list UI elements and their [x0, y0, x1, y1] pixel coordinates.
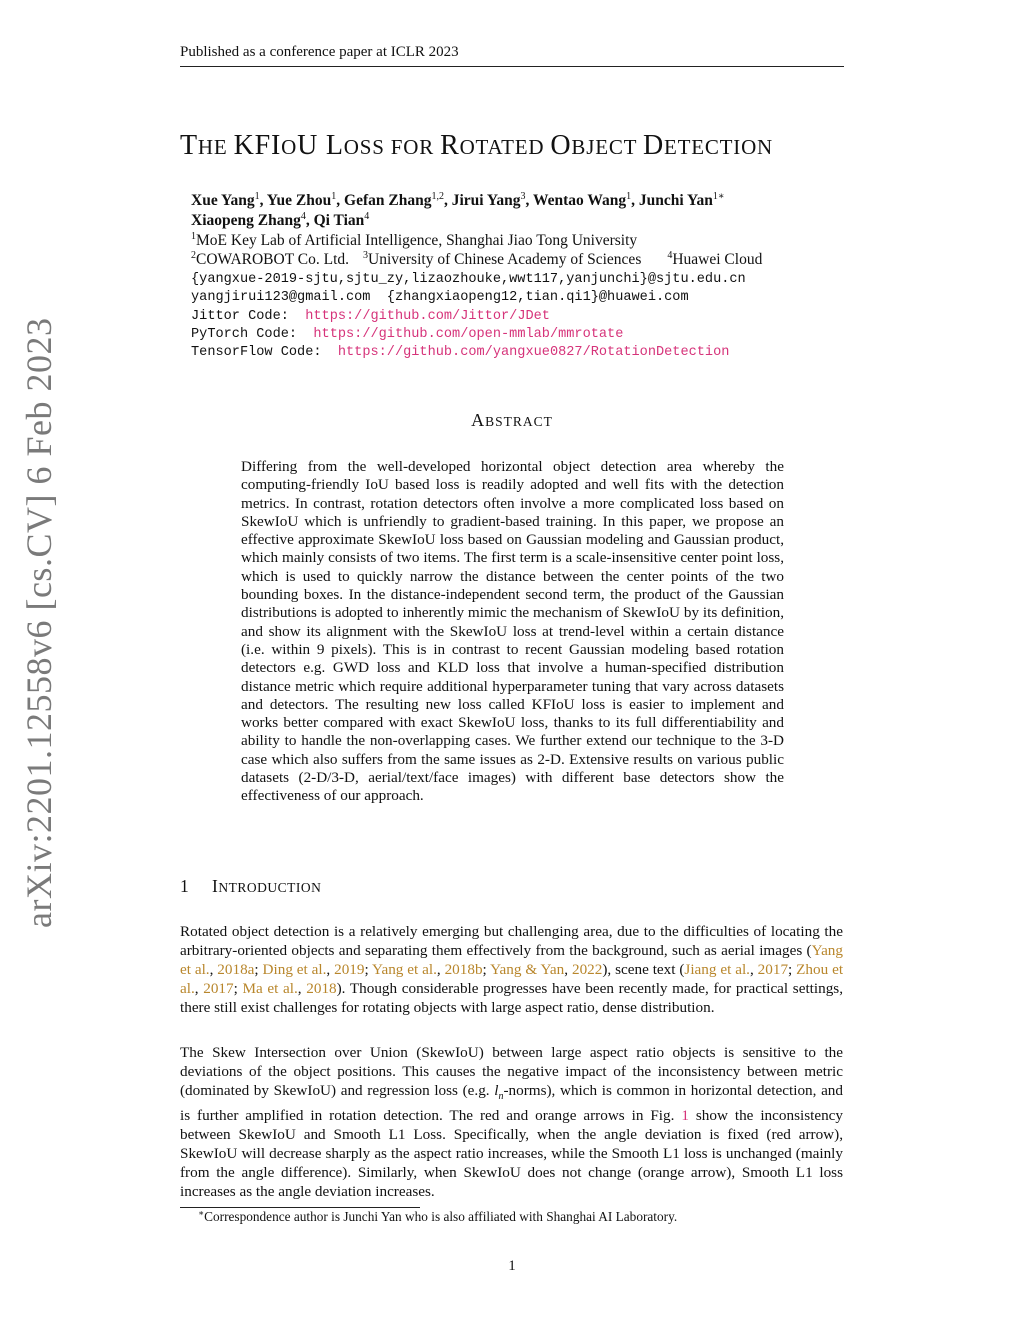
title-part: KFI — [233, 130, 282, 161]
author-sep: , — [443, 192, 452, 209]
footnote-rule — [180, 1207, 420, 1208]
math-symbol: l — [494, 1082, 499, 1099]
text-run: ), scene text ( — [602, 961, 685, 978]
section-title-rest: NTRODUCTION — [218, 880, 322, 895]
text-run: , — [297, 980, 307, 997]
text-run: ; — [233, 980, 243, 997]
code-link-label: Jittor Code: — [191, 309, 306, 324]
title-part: O — [550, 130, 572, 161]
citation-year-link[interactable]: 2018 — [306, 980, 337, 997]
affiliation-name: COWAROBOT Co. Ltd. — [196, 251, 350, 268]
author-name: Yue Zhou — [266, 192, 332, 209]
code-link-label: TensorFlow Code: — [191, 345, 338, 360]
text-run: , — [326, 961, 335, 978]
citation-link[interactable]: Yang et al. — [372, 961, 437, 978]
author-sep: , — [336, 192, 345, 209]
page-number: 1 — [508, 1258, 516, 1274]
text-run: ; — [788, 961, 797, 978]
title-part: OTATED — [459, 135, 551, 159]
math-subscript: n — [498, 1091, 504, 1103]
code-link-row — [191, 309, 550, 324]
text-run: The Skew Intersection over Union (SkewIoU) between large aspect ratio objects is sensitive to the deviations of the object positions. This causes the negative impact of the inconsistency between metric (dominated by SkewIoU) and regression loss (e.g. — [180, 1044, 843, 1099]
author-sep: , — [259, 192, 267, 209]
author-sep: , — [631, 192, 639, 209]
citation-link[interactable]: Jiang et al. — [684, 961, 750, 978]
title-part: OSS FOR — [343, 135, 441, 159]
abstract-heading — [0, 410, 1024, 431]
section-heading — [180, 876, 321, 897]
text-run: , — [749, 961, 758, 978]
header-rule — [180, 66, 844, 67]
section-number: 1 — [180, 876, 190, 896]
arxiv-stamp: arXiv:2201.12558v6 [cs.CV] 6 Feb 2023 — [19, 317, 59, 928]
heading-rest: BSTRACT — [485, 414, 553, 429]
title-part: R — [440, 130, 460, 161]
text-run: ). Though considerable progresses have been recently made, for practical settings, there still exist challenges for rotating objects with large aspect ratio, dense distribution. — [180, 980, 844, 1016]
author-name: Xue Yang — [191, 192, 255, 209]
code-link-row — [191, 345, 729, 360]
citation-link[interactable]: Ma et al. — [242, 980, 298, 997]
affiliation-name: University of Chinese Academy of Sciences — [368, 251, 642, 268]
running-header: Published as a conference paper at ICLR 2023 — [180, 44, 459, 60]
author-sep: , — [305, 212, 314, 229]
citation-link[interactable]: Zhou et al. — [180, 961, 844, 997]
footnote-text: Correspondence author is Junchi Yan who is also affiliated with Shanghai AI Laboratory. — [204, 1209, 678, 1224]
author-name: Gefan Zhang — [344, 192, 432, 209]
affiliation-line — [191, 232, 637, 250]
affil-number: 3 — [363, 250, 369, 261]
citation-year-link[interactable]: 2018a — [217, 961, 255, 978]
pytorch-code-link[interactable]: https://github.com/open-mmlab/mmrotate — [313, 327, 624, 342]
citation-link[interactable]: Yang & Yan — [490, 961, 565, 978]
author-name: Wentao Wang — [532, 192, 627, 209]
title-part: BJECT — [571, 135, 643, 159]
author-affil-mark: 3 — [520, 191, 526, 202]
title-part: ETECTION — [663, 135, 774, 159]
author-affil-mark: 1,2 — [431, 191, 444, 202]
title-part: U L — [297, 130, 344, 161]
title-part: T — [180, 130, 198, 161]
author-name: Xiaopeng Zhang — [191, 212, 301, 229]
author-affil-mark: 4 — [364, 211, 370, 222]
body-paragraph — [180, 1043, 843, 1201]
email-list: {yangxue-2019-sjtu,sjtu_zy,lizaozhouke,wwt117,yanjunchi}@sjtu.edu.cn — [191, 272, 746, 287]
text-run: ; — [254, 961, 263, 978]
section-initial: I — [212, 876, 219, 896]
text-run: , — [194, 980, 204, 997]
footnote — [198, 1209, 677, 1225]
author-affil-mark: 4 — [300, 211, 306, 222]
citation-year-link[interactable]: 2022 — [571, 961, 603, 978]
affiliation-name: Huawei Cloud — [672, 251, 763, 268]
text-run: -norms), which is common in horizontal detection, and is further amplified in rotation detection. The red and orange arrows in Fig. — [180, 1082, 843, 1125]
author-sep: , — [525, 192, 533, 209]
affiliation-name: MoE Key Lab of Artificial Intelligence, Shanghai Jiao Tong University — [196, 232, 638, 249]
heading-initial: A — [471, 410, 486, 430]
text-run: , — [209, 961, 218, 978]
citation-year-link[interactable]: 2017 — [757, 961, 789, 978]
code-link-label: PyTorch Code: — [191, 327, 314, 342]
figure-ref-link[interactable]: 1 — [681, 1107, 689, 1125]
text-run: ; — [364, 961, 373, 978]
body-paragraph — [180, 922, 843, 1017]
title-part: O — [281, 135, 298, 159]
text-run: , — [564, 961, 572, 978]
author-affil-mark: 1 — [626, 191, 632, 202]
author-affil-mark: 1 — [331, 191, 337, 202]
text-run: ; — [482, 961, 491, 978]
tensorflow-code-link[interactable]: https://github.com/yangxue0827/RotationDetection — [337, 345, 730, 360]
title-part: HE — [197, 135, 234, 159]
affil-number: 4 — [667, 250, 673, 261]
affil-number: 2 — [191, 250, 196, 261]
jittor-code-link[interactable]: https://github.com/Jittor/JDet — [305, 309, 550, 324]
footnote-mark: ∗ — [198, 1208, 205, 1218]
code-link-row — [191, 327, 623, 342]
email-list: yangjirui123@gmail.com {zhangxiaopeng12,tian.qi1}@huawei.com — [191, 290, 689, 305]
author-list — [191, 191, 851, 231]
citation-year-link[interactable]: 2018b — [444, 961, 483, 978]
author-name: Jirui Yang — [451, 192, 521, 209]
abstract-text: Differing from the well-developed horizontal object detection area whereby the computing-friendly IoU based loss is readily adopted and well fits with the detection metrics. In contrast, rotation detectors often involve a more complicated loss based on SkewIoU which is unfriendly to gradient-based training. In this paper, we propose an effective approximate SkewIoU loss based on Gaussian modeling and Gaussian product, which mainly consists of two items. The first term is a scale-insensitive center point loss, which is used to quickly narrow the distance between the center points of the two bounding boxes. In the distance-independent second term, the product of the Gaussian distributions is adopted to inherently mimic the mechanism of SkewIoU by its definition, and show its alignment with the SkewIoU loss at trend-level within a certain distance (i.e. within 9 pixels). This is in contrast to recent Gaussian modeling based rotation detectors e.g. GWD loss and KLD loss that involve a human-specified distribution distance metric which require additional hyperparameter tuning that vary across datasets and detectors. The resulting new loss called KFIoU loss is easier to implement and works better compared with exact SkewIoU loss, thanks to its full differentiability and ability to handle the non-overlapping cases. We further extend our technique to the 3-D case which also suffers from the same issues as 2-D. Extensive results on various public datasets (2-D/3-D, aerial/text/face images) with different base detectors show the effectiveness of our approach. — [241, 458, 784, 805]
text-run: Rotated object detection is a relatively emerging but challenging area, due to the difficulties of locating the arbitrary-oriented objects and separating them effectively from the background, such as aerial images ( — [180, 923, 843, 959]
citation-link[interactable]: Ding et al. — [262, 961, 327, 978]
text-run: , — [436, 961, 445, 978]
citation-link[interactable]: Yang et al. — [180, 942, 843, 978]
title-part: D — [642, 130, 664, 161]
author-affil-mark: 1 — [254, 191, 260, 202]
citation-year-link[interactable]: 2019 — [334, 961, 365, 978]
affiliation-line — [191, 251, 762, 269]
affil-number: 1 — [191, 231, 196, 242]
text-run: show the inconsistency between SkewIoU and Smooth L1 Loss. Specifically, when the angle deviation is fixed (red arrow), SkewIoU will decrease sharply as the aspect ratio increases, while the Smooth L1 loss is unchanged (mainly from the angle difference). Similarly, when SkewIoU does not change (orange arrow), Smooth L1 loss increases as the angle deviation increases. — [180, 1107, 843, 1201]
author-name: Junchi Yan — [638, 192, 713, 209]
author-name: Qi Tian — [313, 212, 365, 229]
paper-title — [180, 130, 860, 162]
author-affil-mark: 1∗ — [712, 191, 725, 202]
citation-year-link[interactable]: 2017 — [203, 980, 234, 997]
